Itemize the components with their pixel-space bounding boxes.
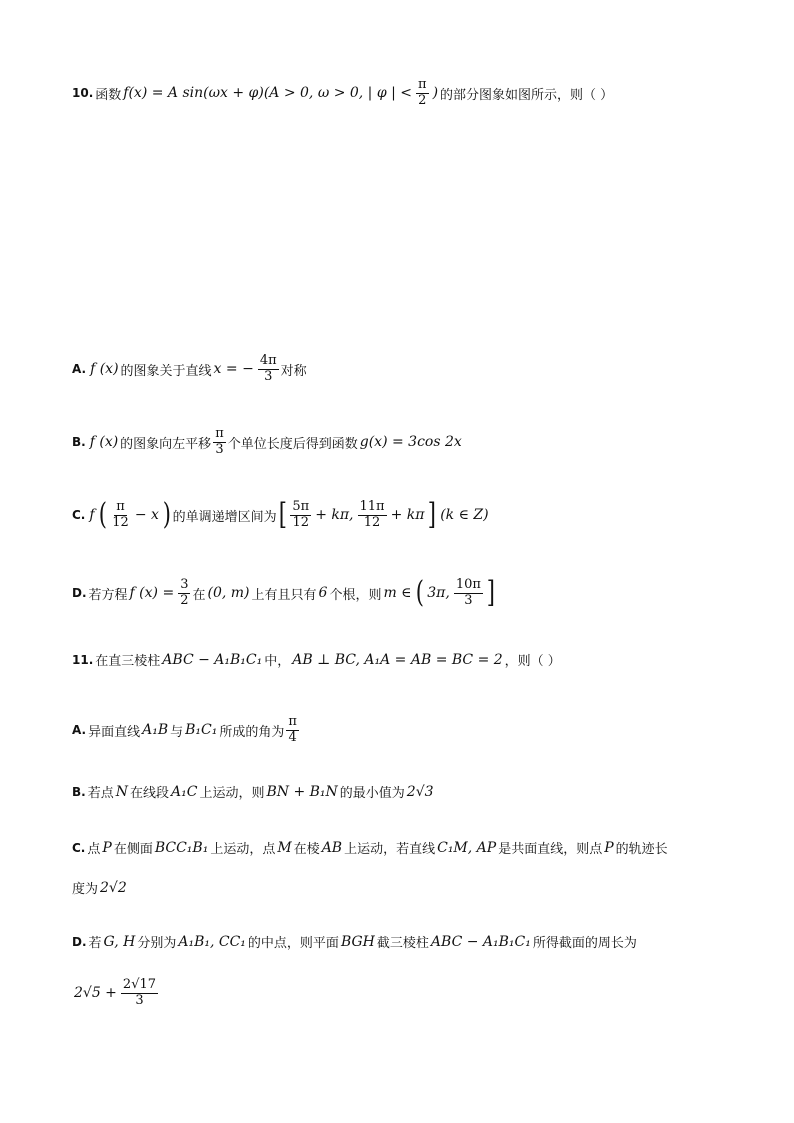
q11-option-d-cont: 2√5 + $\frac{2√17}{3}$ (74, 977, 157, 1008)
q11-option-c: C. 点 P 在侧面 BCC₁B₁ 上运动，点 M 在棱 AB 上运动，若直线 C₁M, AP 是共面直线，则点 P 的轨迹长 (72, 839, 668, 857)
q11-option-c-cont: 度为 2√2 (72, 879, 127, 897)
q10-number: 10. (72, 86, 94, 101)
q10-stem: 10. 函数 f(x) = A sin(ωx + φ)(A > 0, ω > 0, | φ | < $\frac{\pi}{2}$ ) 的部分图象如图所示，则（ ） (72, 77, 614, 108)
q10-option-c: C. f ( $\frac{\pi}{12}$ − x ) 的单调递增区间为 [ $\frac{5\pi}{12}$ + kπ, $\frac{11\pi}{12}$ + kπ ] (k ∈ Z) (72, 497, 489, 533)
q11-stem: 11. 在直三棱柱 ABC − A₁B₁C₁ 中， AB ⊥ BC, A₁A = AB = BC = 2 ，则（ ） (72, 651, 561, 669)
q11-option-a: A. 异面直线 A₁B 与 B₁C₁ 所成的角为 $\frac{\pi}{4}$ (72, 714, 297, 745)
q10-frac: $\frac{\pi}{2}$ (418, 77, 427, 108)
q10-option-a: A. f (x) 的图象关于直线 x = − $\frac{4\pi}{3}$ 对称 (72, 353, 307, 384)
q10-graph-area (72, 120, 392, 335)
q10-function: f(x) = A sin(ωx + φ)(A > 0, ω > 0, | φ | < (123, 85, 413, 102)
q11-number: 11. (72, 652, 94, 667)
q10-option-d: D. 若方程 f (x) = $\frac{3}{2}$ 在 (0, m) 上有且只有 6 个根，则 m ∈ ( 3π, $\frac{10\pi}{3}$ ] (72, 575, 495, 611)
q11-option-d: D. 若 G, H 分别为 A₁B₁, CC₁ 的中点，则平面 BGH 截三棱柱 ABC − A₁B₁C₁ 所得截面的周长为 (72, 933, 637, 951)
q11-option-b: B. 若点 N 在线段 A₁C 上运动，则 BN + B₁N 的最小值为 2√3 (72, 783, 434, 801)
q10-option-b: B. f (x) 的图象向左平移 $\frac{\pi}{3}$ 个单位长度后得到函数 g(x) = 3cos 2x (72, 426, 462, 457)
